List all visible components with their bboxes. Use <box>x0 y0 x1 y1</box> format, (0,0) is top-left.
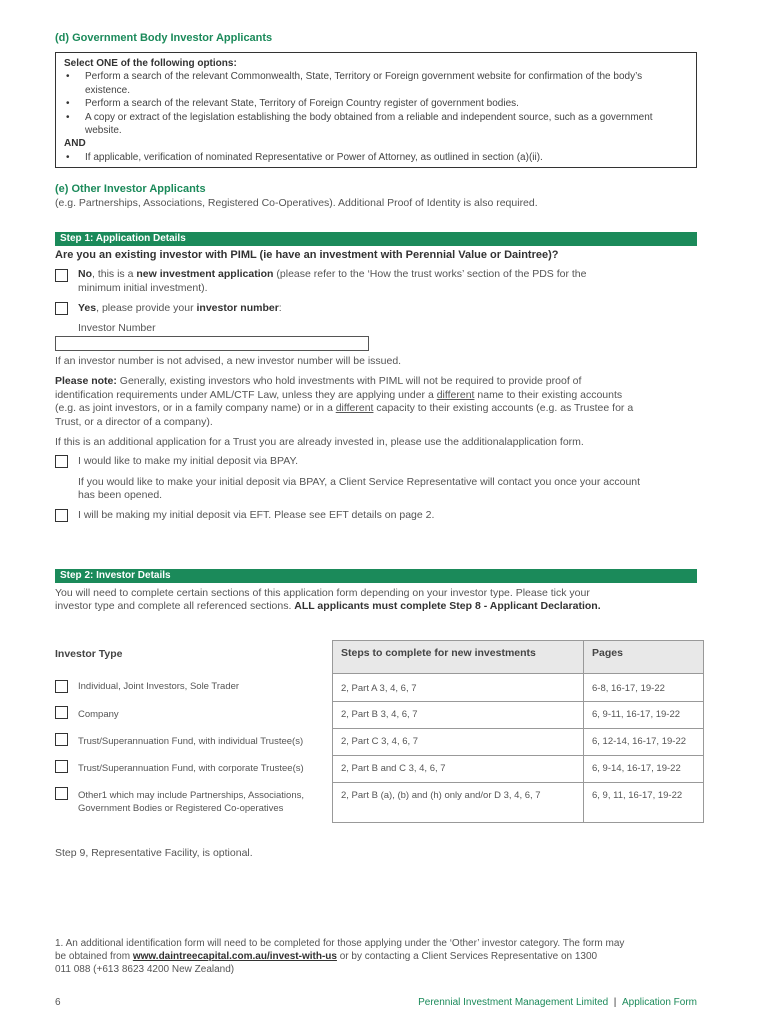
additional-application-text: If this is an additional application for a Trust you are already invested in, please use the additionalapplication form. <box>55 436 584 448</box>
bpay-info-line1: If you would like to make your initial deposit via BPAY, a Client Service Representative will contact you once your account <box>78 476 641 488</box>
note-line-3-underline: different <box>335 402 374 415</box>
table-row <box>55 702 704 729</box>
row-1-type-cell <box>55 674 333 702</box>
row-2-type: Company <box>78 708 119 720</box>
yes-existing-investor-checkbox[interactable] <box>55 302 68 315</box>
yes-option-label <box>78 302 282 316</box>
please-note-label: Please note: <box>55 375 117 387</box>
section-d-and-list <box>64 151 688 164</box>
row-5-type: Other1 which may include Partnerships, Associations, Government Bodies or Registered Co-operatives <box>78 789 304 815</box>
section-d-option-3: • A copy or extract of the legislation establishing the body obtained from a reliable and independent source, such as a government website. <box>64 111 688 138</box>
note-line-1: Generally, existing investors who hold investments with PIML will not be required to provide proof of <box>116 375 582 387</box>
investor-number-label: Investor Number <box>78 322 156 334</box>
row-2-pages: 6, 9-11, 16-17, 19-22 <box>584 702 704 729</box>
row-4-pages: 6, 9-14, 16-17, 19-22 <box>584 756 704 783</box>
yes-text-2: : <box>278 302 282 314</box>
footer-company: Perennial Investment Management Limited <box>418 997 609 1008</box>
row-5-pages: 6, 9, 11, 16-17, 19-22 <box>584 783 704 823</box>
no-bold-2: new investment application <box>136 268 274 280</box>
footnote-line-2b: or by contacting a Client Services Representative on 1300 <box>336 951 598 962</box>
no-text-1: , this is a <box>92 268 137 280</box>
step2-intro-bold: ALL applicants must complete Step 8 - Applicant Declaration. <box>294 600 601 612</box>
header-pages <box>584 641 704 674</box>
header-investor-type-label: Investor Type <box>55 647 123 660</box>
note-line-3a: (e.g. as joint investors, or in a family company name) or in a <box>55 402 336 415</box>
step1-header-bar: Step 1: Application Details <box>55 232 697 246</box>
note-line-3b: capacity to their existing accounts (e.g. as Trustee for a <box>373 402 634 415</box>
yes-bold-2: investor number <box>196 302 279 314</box>
section-d-box-heading: Select ONE of the following options: <box>64 58 237 69</box>
eft-label: I will be making my initial deposit via EFT. Please see EFT details on page 2. <box>78 509 435 521</box>
row-3-checkbox[interactable] <box>55 733 68 746</box>
header-steps <box>333 641 584 674</box>
yes-text-1: , please provide your <box>96 302 197 314</box>
eft-checkbox[interactable] <box>55 509 68 522</box>
section-d-requirements-box <box>55 52 697 168</box>
investor-type-table <box>55 640 704 823</box>
no-option-label <box>78 268 587 282</box>
no-bold: No <box>78 268 92 280</box>
header-pages-label: Pages <box>592 647 623 659</box>
note-line-2a: identification requirements under AML/CTF Law, unless they are applying under a <box>55 388 437 401</box>
page-number: 6 <box>55 997 61 1008</box>
section-d-option-1: • Perform a search of the relevant Commonwealth, State, Territory or Foreign government website for confirmation of the body’s existence. <box>64 70 688 97</box>
row-5-checkbox[interactable] <box>55 787 68 800</box>
row-4-type: Trust/Superannuation Fund, with corporate Trustee(s) <box>78 762 304 774</box>
row-4-type-cell <box>55 756 333 783</box>
section-e-text: (e.g. Partnerships, Associations, Registered Co-Operatives). Additional Proof of Identity is also required. <box>55 197 538 209</box>
row-2-type-cell <box>55 702 333 729</box>
section-d-title: (d) Government Body Investor Applicants <box>55 32 273 44</box>
step2-header-bar: Step 2: Investor Details <box>55 569 697 583</box>
row-2-steps: 2, Part B 3, 4, 6, 7 <box>333 702 584 729</box>
no-new-investment-checkbox[interactable] <box>55 269 68 282</box>
header-steps-label: Steps to complete for new investments <box>341 647 536 659</box>
table-row <box>55 756 704 783</box>
footnote-line-2a: be obtained from <box>55 951 133 962</box>
section-d-and-label: AND <box>64 138 86 150</box>
section-d-and-option: • If applicable, verification of nominated Representative or Power of Attorney, as outlined in section (a)(ii). <box>64 151 688 164</box>
footer-separator: | <box>613 997 617 1008</box>
row-5-steps: 2, Part B (a), (b) and (h) only and/or D 3, 4, 6, 7 <box>333 783 584 823</box>
row-3-type: Trust/Superannuation Fund, with individual Trustee(s) <box>78 735 304 747</box>
footnote-line-3: 011 088 (+613 8623 4200 New Zealand) <box>55 964 235 975</box>
step9-optional-text: Step 9, Representative Facility, is optional. <box>55 847 253 859</box>
row-1-steps: 2, Part A 3, 4, 6, 7 <box>333 674 584 702</box>
note-line-2-underline: different <box>436 388 475 401</box>
row-2-checkbox[interactable] <box>55 706 68 719</box>
please-note-paragraph <box>55 375 700 429</box>
note-line-2b: name to their existing accounts <box>474 388 623 401</box>
step2-intro-line2 <box>55 600 601 614</box>
step2-intro-2a: investor type and complete all referenced sections. <box>55 600 295 612</box>
section-d-options-list <box>64 70 688 137</box>
table-row <box>55 674 704 702</box>
row-1-pages: 6-8, 16-17, 19-22 <box>584 674 704 702</box>
row-1-checkbox[interactable] <box>55 680 68 693</box>
no-option-label-line2: minimum initial investment). <box>78 282 208 294</box>
table-row <box>55 729 704 756</box>
bpay-label: I would like to make my initial deposit via BPAY. <box>78 455 299 467</box>
table-header-row <box>55 641 704 674</box>
row-3-pages: 6, 12-14, 16-17, 19-22 <box>584 729 704 756</box>
section-d-option-2: • Perform a search of the relevant State, Territory of Foreign Country register of government bodies. <box>64 97 688 110</box>
section-e-title: (e) Other Investor Applicants <box>55 183 206 195</box>
note-line-4: Trust, or a director of a company). <box>55 415 213 428</box>
yes-bold: Yes <box>78 302 97 314</box>
row-4-checkbox[interactable] <box>55 760 68 773</box>
not-advised-text: If an investor number is not advised, a new investor number will be issued. <box>55 355 402 367</box>
row-3-steps: 2, Part C 3, 4, 6, 7 <box>333 729 584 756</box>
row-5-type-cell <box>55 783 333 823</box>
row-1-type: Individual, Joint Investors, Sole Trader <box>78 680 240 692</box>
table-row <box>55 783 704 823</box>
row-4-steps: 2, Part B and C 3, 4, 6, 7 <box>333 756 584 783</box>
footer-doc-name: Application Form <box>621 997 697 1008</box>
row-3-type-cell <box>55 729 333 756</box>
daintree-website-link[interactable]: www.daintreecapital.com.au/invest-with-us <box>132 951 337 962</box>
no-text-2: (please refer to the ‘How the trust works’ section of the PDS for the <box>273 268 587 280</box>
header-investor-type <box>55 641 333 674</box>
investor-number-field[interactable] <box>55 336 369 351</box>
step2-intro-line1: You will need to complete certain sections of this application form depending on your investor type. Please tick your <box>55 587 590 599</box>
bpay-checkbox[interactable] <box>55 455 68 468</box>
bpay-info-line2: has been opened. <box>78 489 163 501</box>
footer-text <box>418 996 697 1010</box>
footnote-line-1: 1. An additional identification form will need to be completed for those applying under the ‘Other’ investor category. The form may <box>55 938 625 949</box>
existing-investor-question: Are you an existing investor with PIML (ie have an investment with Perennial Value or Daintree)? <box>55 249 559 261</box>
footnote <box>55 937 705 976</box>
